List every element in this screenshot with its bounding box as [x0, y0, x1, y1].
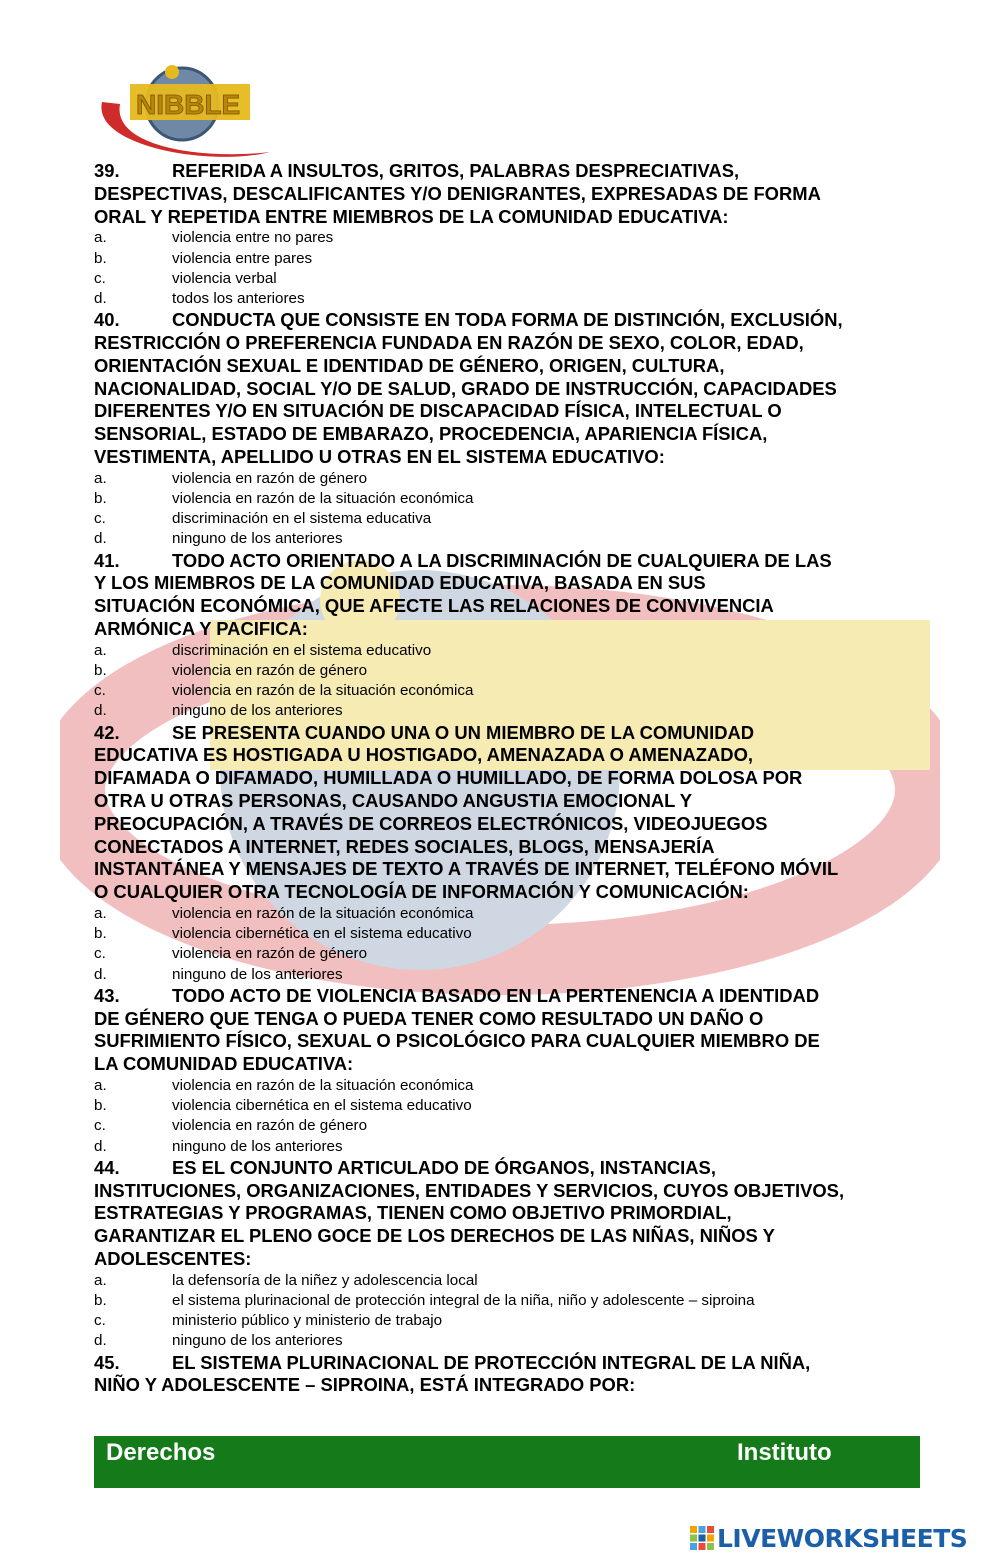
question-39 [94, 160, 909, 228]
option-d[interactable]: d. ninguno de los anteriores [94, 702, 343, 720]
question-line: ADOLESCENTES: [94, 1247, 252, 1269]
question-line: REFERIDA A INSULTOS, GRITOS, PALABRAS DESPRECIATIVAS, [172, 160, 740, 181]
question-number: 45. [94, 1351, 120, 1373]
question-line: EDUCATIVA ES HOSTIGADA U HOSTIGADO, AMENAZADA O AMENAZADO, [94, 744, 753, 766]
option-b[interactable]: b. violencia cibernética en el sistema educativo [94, 1097, 472, 1115]
question-line: ORIENTACIÓN SEXUAL E IDENTIDAD DE GÉNERO, ORIGEN, CULTURA, [94, 354, 725, 376]
option-b[interactable]: b. violencia entre pares [94, 249, 313, 267]
question-line: NACIONALIDAD, SOCIAL Y/O DE SALUD, GRADO DE INSTRUCCIÓN, CAPACIDADES [94, 377, 837, 399]
question-line: TODO ACTO DE VIOLENCIA BASADO EN LA PERTENENCIA A IDENTIDAD [172, 984, 820, 1006]
question-line: RESTRICCIÓN O PREFERENCIA FUNDADA EN RAZÓN DE SEXO, COLOR, EDAD, [94, 332, 804, 353]
option-c[interactable]: c. violencia en razón de la situación económica [94, 682, 474, 700]
option-c[interactable]: c. violencia en razón de género [94, 945, 368, 963]
question-line: CONECTADOS A INTERNET, REDES SOCIALES, BLOGS, MENSAJERÍA [94, 835, 715, 857]
liveworksheets-icon [690, 1526, 714, 1550]
liveworksheets-text: LIVEWORKSHEETS [717, 1523, 968, 1553]
option-d[interactable]: d. ninguno de los anteriores [94, 965, 343, 983]
option-d[interactable]: d. todos los anteriores [94, 290, 305, 307]
option-a[interactable]: a. la defensoría de la niñez y adolescencia local [94, 1271, 478, 1289]
question-line: SUFRIMIENTO FÍSICO, SEXUAL O PSICOLÓGICO PARA CUALQUIER MIEMBRO DE [94, 1030, 820, 1052]
footer-left-text: Derechos [106, 1439, 216, 1466]
question-line: LA COMUNIDAD EDUCATIVA: [94, 1053, 354, 1075]
question-line: ORAL Y REPETIDA ENTRE MIEMBROS DE LA COMUNIDAD EDUCATIVA: [94, 205, 729, 227]
footer-bar [94, 1436, 920, 1488]
question-line: DE GÉNERO QUE TENGA O PUEDA TENER COMO RESULTADO UN DAÑO O [94, 1007, 764, 1029]
question-line: PREOCUPACIÓN, A TRAVÉS DE CORREOS ELECTRÓNICOS, VIDEOJUEGOS [94, 812, 768, 834]
option-b[interactable]: b. el sistema plurinacional de protección integral de la niña, niño y adolescente – siproina [94, 1291, 755, 1309]
question-line: INSTANTÁNEA Y MENSAJES DE TEXTO A TRAVÉS DE INTERNET, TELÉFONO MÓVIL [94, 858, 839, 880]
question-line: INSTITUCIONES, ORGANIZACIONES, ENTIDADES Y SERVICIOS, CUYOS OBJETIVOS, [94, 1179, 845, 1201]
option-c[interactable]: c. violencia verbal [94, 269, 277, 287]
question-45 [94, 1352, 909, 1398]
question-line: Y LOS MIEMBROS DE LA COMUNIDAD EDUCATIVA, BASADA EN SUS [94, 572, 706, 594]
option-c[interactable]: c. ministerio público y ministerio de trabajo [94, 1312, 443, 1330]
question-line: DESPECTIVAS, DESCALIFICANTES Y/O DENIGRANTES, EXPRESADAS DE FORMA [94, 182, 821, 204]
question-line: ESTRATEGIAS Y PROGRAMAS, TIENEN COMO OBJETIVO PRIMORDIAL, [94, 1202, 732, 1224]
question-number: 43. [94, 984, 120, 1006]
option-d[interactable]: d. ninguno de los anteriores [94, 530, 343, 548]
question-line: DIFERENTES Y/O EN SITUACIÓN DE DISCAPACIDAD FÍSICA, INTELECTUAL O [94, 400, 782, 422]
question-line: SENSORIAL, ESTADO DE EMBARAZO, PROCEDENCIA, APARIENCIA FÍSICA, [94, 423, 768, 445]
question-line: ES EL CONJUNTO ARTICULADO DE ÓRGANOS, INSTANCIAS, [172, 1156, 716, 1178]
question-line: GARANTIZAR EL PLENO GOCE DE LOS DERECHOS DE LAS NIÑAS, NIÑOS Y [94, 1225, 775, 1247]
question-line: EL SISTEMA PLURINACIONAL DE PROTECCIÓN INTEGRAL DE LA NIÑA, [172, 1351, 811, 1373]
question-line: TODO ACTO ORIENTADO A LA DISCRIMINACIÓN DE CUALQUIERA DE LAS [172, 549, 832, 571]
question-line: O CUALQUIER OTRA TECNOLOGÍA DE INFORMACIÓN Y COMUNICACIÓN: [94, 881, 749, 903]
question-number: 41. [94, 549, 120, 571]
option-c[interactable]: c. discriminación en el sistema educativa [94, 510, 432, 528]
option-d[interactable]: d. ninguno de los anteriores [94, 1332, 343, 1350]
question-number: 39. [94, 160, 120, 181]
option-a[interactable]: a. violencia entre no pares [94, 229, 334, 247]
option-a[interactable]: a. discriminación en el sistema educativo [94, 641, 432, 659]
nibble-logo [92, 62, 272, 162]
question-42 [94, 722, 909, 904]
question-number: 42. [94, 721, 120, 743]
question-line: DIFAMADA O DIFAMADO, HUMILLADA O HUMILLADO, DE FORMA DOLOSA POR [94, 767, 803, 789]
question-43 [94, 985, 909, 1076]
question-list [94, 160, 909, 1397]
question-number: 40. [94, 309, 120, 331]
question-line: NIÑO Y ADOLESCENTE – SIPROINA, ESTÁ INTEGRADO POR: [94, 1374, 636, 1396]
question-line: CONDUCTA QUE CONSISTE EN TODA FORMA DE DISTINCIÓN, EXCLUSIÓN, [172, 309, 843, 331]
liveworksheets-brand[interactable] [690, 1522, 967, 1554]
question-line: VESTIMENTA, APELLIDO U OTRAS EN EL SISTEMA EDUCATIVO: [94, 445, 665, 467]
question-line: ARMÓNICA Y PACIFICA: [94, 617, 308, 639]
option-b[interactable]: b. violencia cibernética en el sistema educativo [94, 925, 472, 943]
option-c[interactable]: c. violencia en razón de género [94, 1117, 368, 1135]
logo-text: NIBBLE [136, 89, 241, 120]
option-a[interactable]: a. violencia en razón de género [94, 469, 368, 487]
question-40 [94, 309, 909, 469]
option-a[interactable]: a. violencia en razón de la situación económica [94, 1076, 474, 1094]
question-line: OTRA U OTRAS PERSONAS, CAUSANDO ANGUSTIA EMOCIONAL Y [94, 789, 693, 811]
question-line: SITUACIÓN ECONÓMICA, QUE AFECTE LAS RELACIONES DE CONVIVENCIA [94, 595, 774, 617]
question-number: 44. [94, 1156, 120, 1178]
option-d[interactable]: d. ninguno de los anteriores [94, 1137, 343, 1155]
option-a[interactable]: a. violencia en razón de la situación económica [94, 904, 474, 922]
option-b[interactable]: b. violencia en razón de la situación económica [94, 489, 474, 507]
question-line: SE PRESENTA CUANDO UNA O UN MIEMBRO DE LA COMUNIDAD [172, 721, 755, 743]
question-41 [94, 550, 909, 641]
question-44 [94, 1157, 909, 1271]
option-b[interactable]: b. violencia en razón de género [94, 661, 368, 679]
footer-right-text: Instituto [737, 1439, 832, 1466]
